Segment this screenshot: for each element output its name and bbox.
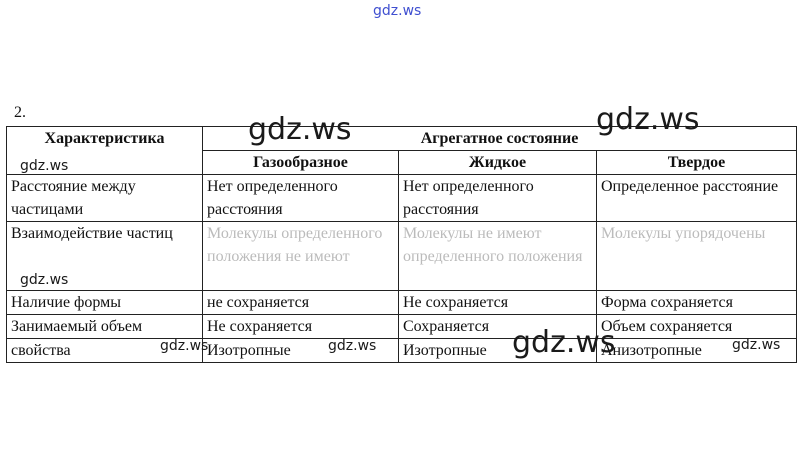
cell-gas-distance: Нет определенного расстояния: [203, 175, 399, 222]
cell-gas-interaction: Молекулы определенного положения не имеют: [203, 222, 399, 291]
table-row: [7, 175, 797, 222]
cell-solid-shape: Форма сохраняется: [597, 291, 797, 315]
cell-solid-properties: Анизотропные: [597, 339, 797, 363]
header-aggregate-state: Агрегатное состояние: [203, 127, 797, 151]
watermark-small-1: gdz.ws: [20, 158, 69, 174]
table-row: [7, 339, 797, 363]
cell-liquid-properties: Изотропные: [399, 339, 597, 363]
cell-liquid-shape: Не сохраняется: [399, 291, 597, 315]
watermark-big-3: gdz.ws: [512, 325, 616, 360]
cell-gas-volume: Не сохраняется: [203, 315, 399, 339]
row-label-interaction: Взаимодействие частиц: [7, 222, 203, 291]
cell-liquid-volume: Сохраняется: [399, 315, 597, 339]
aggregate-state-table: [6, 126, 797, 363]
table-row: [7, 315, 797, 339]
row-label-properties: свойства: [7, 339, 203, 363]
watermark-big-2: gdz.ws: [596, 102, 700, 137]
watermark-big-1: gdz.ws: [248, 112, 352, 147]
table-row: [7, 222, 797, 291]
watermark-small-2: gdz.ws: [20, 272, 69, 288]
cell-liquid-interaction: Молекулы не имеют определенного положения: [399, 222, 597, 291]
watermark-small-4: gdz.ws: [328, 338, 377, 354]
watermark-small-5: gdz.ws: [732, 337, 781, 353]
cell-solid-volume: Объем сохраняется: [597, 315, 797, 339]
table-row: [7, 291, 797, 315]
header-characteristic: Характеристика: [7, 127, 203, 175]
row-label-distance: Расстояние между частицами: [7, 175, 203, 222]
cell-gas-properties: Изотропные: [203, 339, 399, 363]
cell-liquid-distance: Нет определенного расстояния: [399, 175, 597, 222]
row-label-shape: Наличие формы: [7, 291, 203, 315]
cell-gas-shape: не сохраняется: [203, 291, 399, 315]
row-label-volume: Занимаемый объем: [7, 315, 203, 339]
cell-solid-interaction: Молекулы упорядочены: [597, 222, 797, 291]
header-liquid: Жидкое: [399, 151, 597, 175]
header-gas: Газообразное: [203, 151, 399, 175]
watermark-small-3: gdz.ws: [160, 338, 209, 354]
task-number: 2.: [14, 104, 26, 121]
watermark-top[interactable]: gdz.ws: [373, 3, 422, 19]
cell-solid-distance: Определенное расстояние: [597, 175, 797, 222]
header-solid: Твердое: [597, 151, 797, 175]
